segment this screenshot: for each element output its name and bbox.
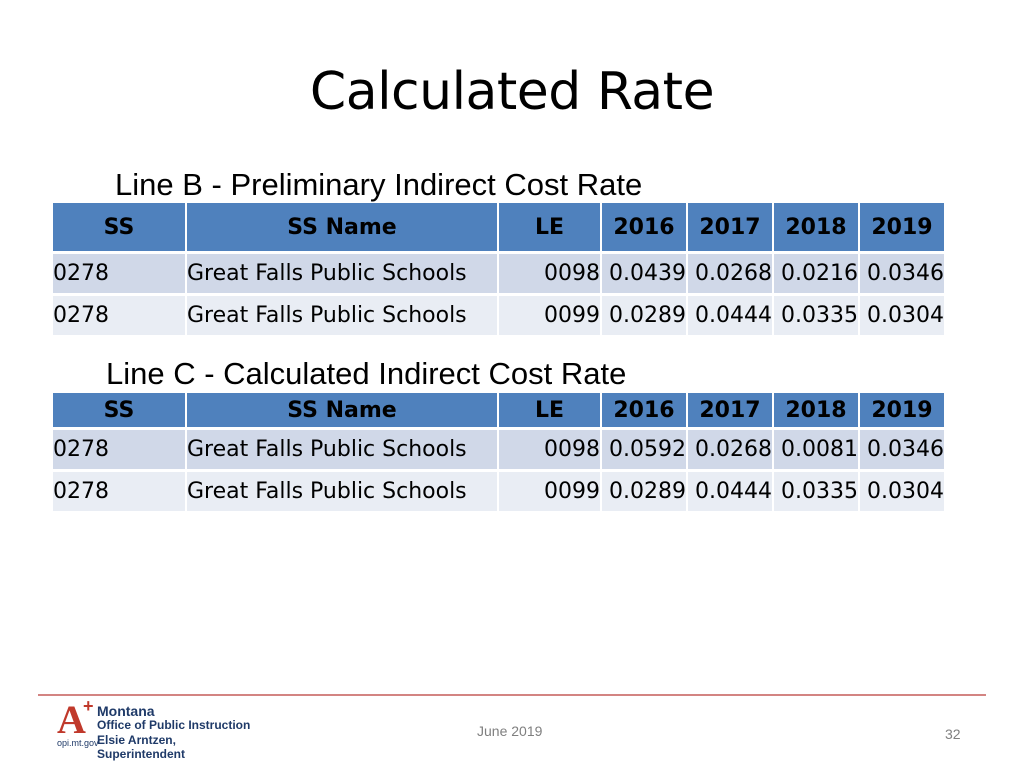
column-header-2018: 2018 <box>774 203 858 251</box>
cell-ss: 0278 <box>53 427 185 469</box>
column-header-2017: 2017 <box>688 393 772 427</box>
cell-ss: 0278 <box>53 293 185 335</box>
cell-2016: 0.0289 <box>602 469 686 511</box>
column-header-2016: 2016 <box>602 393 686 427</box>
table-b-caption: Line B - Preliminary Indirect Cost Rate <box>115 167 643 202</box>
cell-2018: 0.0216 <box>774 251 858 293</box>
page-number: 32 <box>945 726 961 742</box>
table-row <box>53 469 944 511</box>
cell-ss-name: Great Falls Public Schools <box>187 469 497 511</box>
cell-2018: 0.0335 <box>774 293 858 335</box>
table-line-b <box>51 203 946 335</box>
column-header-2019: 2019 <box>860 203 944 251</box>
cell-ss-name: Great Falls Public Schools <box>187 251 497 293</box>
cell-ss-name: Great Falls Public Schools <box>187 293 497 335</box>
logo-line-montana: Montana <box>97 703 155 719</box>
footer-divider <box>38 694 986 696</box>
cell-le: 0098 <box>499 251 600 293</box>
column-header-ss: SS <box>53 203 185 251</box>
cell-2016: 0.0592 <box>602 427 686 469</box>
logo-line-superintendent: Elsie Arntzen, Superintendent <box>97 733 186 761</box>
slide-title: Calculated Rate <box>309 62 715 122</box>
table-c-caption: Line C - Calculated Indirect Cost Rate <box>106 356 627 391</box>
cell-2018: 0.0081 <box>774 427 858 469</box>
cell-le: 0098 <box>499 427 600 469</box>
table-row <box>53 427 944 469</box>
cell-ss: 0278 <box>53 251 185 293</box>
logo-line-office: Office of Public Instruction <box>97 718 251 732</box>
cell-2017: 0.0268 <box>688 251 772 293</box>
table-line-c <box>51 393 946 511</box>
table-row <box>53 293 944 335</box>
opi-logo <box>57 696 257 761</box>
cell-2016: 0.0289 <box>602 293 686 335</box>
column-header-ss-name: SS Name <box>187 393 497 427</box>
footer-date: June 2019 <box>477 723 543 739</box>
column-header-2017: 2017 <box>688 203 772 251</box>
cell-2019: 0.0346 <box>860 427 944 469</box>
a-plus-logo-icon: A <box>57 697 86 742</box>
cell-2016: 0.0439 <box>602 251 686 293</box>
cell-le: 0099 <box>499 293 600 335</box>
column-header-2018: 2018 <box>774 393 858 427</box>
cell-2018: 0.0335 <box>774 469 858 511</box>
cell-le: 0099 <box>499 469 600 511</box>
cell-2019: 0.0304 <box>860 293 944 335</box>
cell-ss-name: Great Falls Public Schools <box>187 427 497 469</box>
cell-2017: 0.0444 <box>688 293 772 335</box>
cell-2019: 0.0346 <box>860 251 944 293</box>
cell-2017: 0.0268 <box>688 427 772 469</box>
logo-url: opi.mt.gov <box>57 738 99 748</box>
column-header-ss: SS <box>53 393 185 427</box>
cell-ss: 0278 <box>53 469 185 511</box>
table-row <box>53 251 944 293</box>
column-header-ss-name: SS Name <box>187 203 497 251</box>
column-header-le: LE <box>499 203 600 251</box>
column-header-2016: 2016 <box>602 203 686 251</box>
plus-icon: + <box>83 696 94 716</box>
cell-2019: 0.0304 <box>860 469 944 511</box>
column-header-le: LE <box>499 393 600 427</box>
cell-2017: 0.0444 <box>688 469 772 511</box>
column-header-2019: 2019 <box>860 393 944 427</box>
